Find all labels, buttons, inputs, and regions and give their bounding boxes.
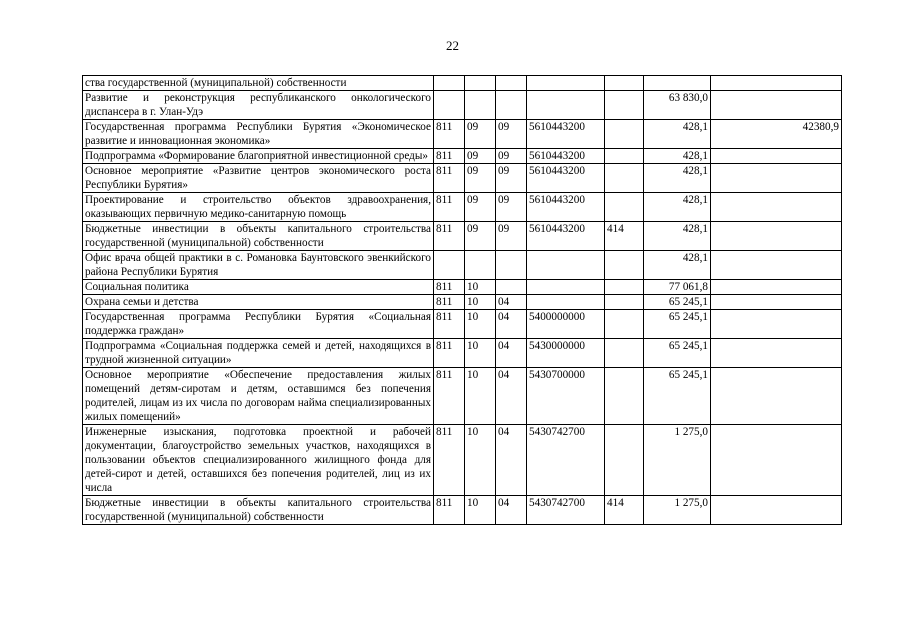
cell-section: 09 (465, 149, 496, 164)
cell-name: Проектирование и строительство объектов здравоохранения, оказывающих первичную медико-санитарную помощь (83, 193, 434, 222)
cell-expense-type (605, 120, 644, 149)
cell-amount: 1 275,0 (644, 496, 711, 525)
cell-admin-code (434, 76, 465, 91)
cell-section: 10 (465, 425, 496, 496)
cell-amount: 77 061,8 (644, 280, 711, 295)
table-row (83, 295, 842, 310)
cell-amount: 65 245,1 (644, 310, 711, 339)
table-row (83, 120, 842, 149)
cell-expense-type (605, 193, 644, 222)
cell-target-code: 5430742700 (527, 425, 605, 496)
table-row (83, 76, 842, 91)
cell-amount: 428,1 (644, 251, 711, 280)
cell-expense-type (605, 76, 644, 91)
cell-amount: 65 245,1 (644, 339, 711, 368)
cell-section (465, 251, 496, 280)
cell-section (465, 91, 496, 120)
cell-expense-type (605, 91, 644, 120)
cell-expense-type (605, 295, 644, 310)
cell-expense-type (605, 149, 644, 164)
cell-admin-code: 811 (434, 496, 465, 525)
cell-target-code (527, 295, 605, 310)
cell-subsection: 04 (496, 368, 527, 425)
table-row (83, 164, 842, 193)
cell-section: 10 (465, 295, 496, 310)
cell-section (465, 76, 496, 91)
cell-amount: 428,1 (644, 193, 711, 222)
cell-name: Государственная программа Республики Бурятия «Экономическое развитие и инновационная экономика» (83, 120, 434, 149)
cell-extra-amount (711, 222, 842, 251)
cell-target-code: 5610443200 (527, 149, 605, 164)
page-number: 22 (446, 38, 459, 53)
cell-subsection: 04 (496, 310, 527, 339)
cell-admin-code (434, 91, 465, 120)
cell-name: Бюджетные инвестиции в объекты капитального строительства государственной (муниципальной) собственности (83, 496, 434, 525)
cell-amount: 428,1 (644, 149, 711, 164)
cell-extra-amount (711, 149, 842, 164)
cell-target-code: 5610443200 (527, 193, 605, 222)
cell-expense-type (605, 368, 644, 425)
cell-extra-amount (711, 91, 842, 120)
cell-section: 09 (465, 222, 496, 251)
cell-section: 09 (465, 193, 496, 222)
cell-name: Основное мероприятие «Развитие центров экономического роста Республики Бурятия» (83, 164, 434, 193)
cell-extra-amount (711, 295, 842, 310)
cell-subsection: 04 (496, 496, 527, 525)
cell-section: 09 (465, 164, 496, 193)
cell-admin-code: 811 (434, 149, 465, 164)
cell-admin-code: 811 (434, 425, 465, 496)
cell-expense-type: 414 (605, 496, 644, 525)
table-row (83, 251, 842, 280)
cell-subsection: 09 (496, 120, 527, 149)
cell-target-code: 5610443200 (527, 164, 605, 193)
table-row (83, 91, 842, 120)
cell-name: Социальная политика (83, 280, 434, 295)
table-row (83, 425, 842, 496)
cell-target-code: 5610443200 (527, 120, 605, 149)
cell-amount: 428,1 (644, 164, 711, 193)
table-row (83, 339, 842, 368)
cell-expense-type (605, 310, 644, 339)
cell-name: ства государственной (муниципальной) собственности (83, 76, 434, 91)
cell-name: Основное мероприятие «Обеспечение предоставления жилых помещений детям-сиротам и детям, оставшимся без попечения родителей, лицам из их числа по договорам найма специализированных жилых помещений» (83, 368, 434, 425)
cell-name: Подпрограмма «Социальная поддержка семей и детей, находящихся в трудной жизненной ситуации» (83, 339, 434, 368)
cell-admin-code: 811 (434, 280, 465, 295)
cell-admin-code: 811 (434, 164, 465, 193)
cell-admin-code: 811 (434, 193, 465, 222)
cell-subsection: 09 (496, 149, 527, 164)
budget-table (82, 75, 842, 525)
cell-expense-type (605, 280, 644, 295)
cell-admin-code: 811 (434, 120, 465, 149)
cell-section: 10 (465, 280, 496, 295)
cell-subsection: 04 (496, 339, 527, 368)
cell-expense-type (605, 164, 644, 193)
cell-target-code: 5400000000 (527, 310, 605, 339)
cell-expense-type (605, 339, 644, 368)
cell-section: 10 (465, 310, 496, 339)
cell-section: 10 (465, 496, 496, 525)
table-row (83, 496, 842, 525)
cell-name: Развитие и реконструкция республиканского онкологического диспансера в г. Улан-Удэ (83, 91, 434, 120)
cell-extra-amount (711, 339, 842, 368)
cell-admin-code (434, 251, 465, 280)
cell-extra-amount (711, 164, 842, 193)
cell-extra-amount (711, 280, 842, 295)
cell-amount: 1 275,0 (644, 425, 711, 496)
table-row (83, 310, 842, 339)
cell-name: Бюджетные инвестиции в объекты капитального строительства государственной (муниципальной) собственности (83, 222, 434, 251)
cell-extra-amount (711, 425, 842, 496)
cell-amount: 428,1 (644, 120, 711, 149)
cell-expense-type (605, 251, 644, 280)
cell-name: Охрана семьи и детства (83, 295, 434, 310)
table-row (83, 149, 842, 164)
cell-extra-amount (711, 496, 842, 525)
cell-name: Инженерные изыскания, подготовка проектной и рабочей документации, благоустройство земельных участков, находящихся в пользовании объектов специализированного жилищного фонда для детей-сирот и детей, оставшихся без попечения родителей, лиц из их числа (83, 425, 434, 496)
cell-section: 09 (465, 120, 496, 149)
cell-extra-amount (711, 368, 842, 425)
cell-admin-code: 811 (434, 368, 465, 425)
cell-name: Подпрограмма «Формирование благоприятной инвестиционной среды» (83, 149, 434, 164)
cell-amount: 65 245,1 (644, 368, 711, 425)
cell-subsection: 04 (496, 425, 527, 496)
cell-amount: 63 830,0 (644, 91, 711, 120)
cell-subsection: 04 (496, 295, 527, 310)
cell-target-code: 5430700000 (527, 368, 605, 425)
table-row (83, 280, 842, 295)
cell-extra-amount (711, 193, 842, 222)
cell-admin-code: 811 (434, 339, 465, 368)
cell-target-code: 5610443200 (527, 222, 605, 251)
cell-name: Государственная программа Республики Бурятия «Социальная поддержка граждан» (83, 310, 434, 339)
cell-amount: 65 245,1 (644, 295, 711, 310)
cell-target-code: 5430742700 (527, 496, 605, 525)
cell-target-code: 5430000000 (527, 339, 605, 368)
cell-subsection (496, 91, 527, 120)
cell-extra-amount: 42380,9 (711, 120, 842, 149)
cell-name: Офис врача общей практики в с. Романовка Баунтовского эвенкийского района Республики Бурятия (83, 251, 434, 280)
table-row (83, 368, 842, 425)
cell-extra-amount (711, 251, 842, 280)
cell-extra-amount (711, 76, 842, 91)
cell-subsection: 09 (496, 164, 527, 193)
cell-section: 10 (465, 339, 496, 368)
cell-admin-code: 811 (434, 310, 465, 339)
cell-expense-type: 414 (605, 222, 644, 251)
table-row (83, 193, 842, 222)
cell-target-code (527, 251, 605, 280)
cell-subsection: 09 (496, 222, 527, 251)
cell-target-code (527, 280, 605, 295)
table-row (83, 222, 842, 251)
cell-amount: 428,1 (644, 222, 711, 251)
cell-extra-amount (711, 310, 842, 339)
cell-subsection: 09 (496, 193, 527, 222)
cell-admin-code: 811 (434, 222, 465, 251)
cell-admin-code: 811 (434, 295, 465, 310)
cell-subsection (496, 280, 527, 295)
cell-expense-type (605, 425, 644, 496)
cell-target-code (527, 91, 605, 120)
cell-subsection (496, 76, 527, 91)
cell-target-code (527, 76, 605, 91)
cell-subsection (496, 251, 527, 280)
cell-section: 10 (465, 368, 496, 425)
cell-amount (644, 76, 711, 91)
